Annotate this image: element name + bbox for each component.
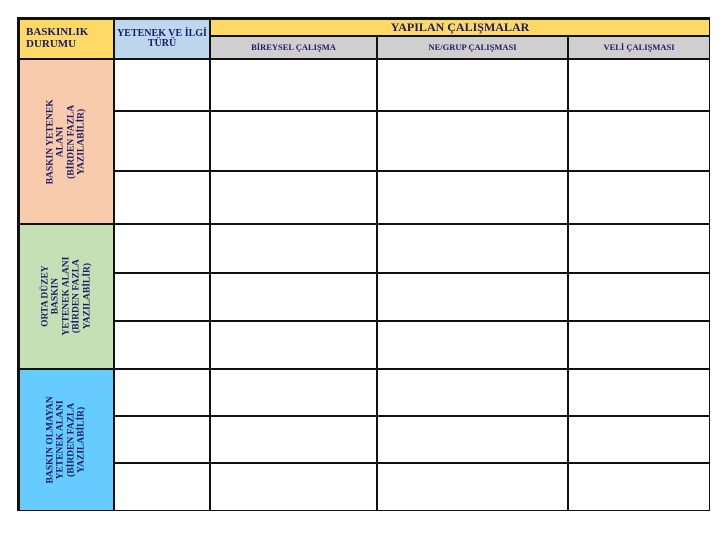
header-type-label: YETENEK VE İLGİ TÜRÜ — [117, 27, 207, 49]
header-group-cell — [210, 19, 710, 36]
row-label-non-dominant-text: BASKIN OLMAYAN YETENEK ALANI (BİRDEN FAZLA YAZILABİLİR) — [45, 396, 87, 484]
entry-cell[interactable] — [568, 321, 710, 369]
subheader-individual-label: BİREYSEL ÇALIŞMA — [251, 42, 336, 53]
entry-cell[interactable] — [377, 463, 568, 511]
entry-cell[interactable] — [377, 416, 568, 463]
entry-cell[interactable] — [114, 224, 210, 273]
entry-cell[interactable] — [114, 273, 210, 321]
entry-cell[interactable] — [114, 111, 210, 171]
row-label-dominant — [19, 59, 114, 224]
row-label-medium-text: ORTA DÜZEY BASKIN YETENEK ALANI (BİRDEN FAZLA YAZILABİLİR) — [40, 257, 93, 336]
entry-cell[interactable] — [568, 171, 710, 224]
entry-cell[interactable] — [377, 224, 568, 273]
row-label-non-dominant — [19, 369, 114, 511]
entry-cell[interactable] — [210, 224, 377, 273]
header-status-cell — [19, 19, 114, 59]
entry-cell[interactable] — [210, 321, 377, 369]
entry-cell[interactable] — [210, 463, 377, 511]
entry-cell[interactable] — [568, 59, 710, 111]
subheader-group-cell — [377, 36, 568, 59]
subheader-group-label: NE/GRUP ÇALIŞMASI — [428, 42, 517, 53]
header-group-label: YAPILAN ÇALIŞMALAR — [390, 20, 530, 35]
entry-cell[interactable] — [568, 416, 710, 463]
entry-cell[interactable] — [210, 273, 377, 321]
entry-cell[interactable] — [114, 369, 210, 416]
row-label-medium — [19, 224, 114, 369]
entry-cell[interactable] — [568, 111, 710, 171]
talent-planning-table — [17, 17, 710, 511]
row-label-dominant-text: BASKIN YETENEK ALANI (BİRDEN FAZLA YAZILABİLİR) — [45, 99, 87, 184]
header-type-cell — [114, 19, 210, 59]
entry-cell[interactable] — [377, 321, 568, 369]
entry-cell[interactable] — [568, 463, 710, 511]
header-status-label: BASKINLIK DURUMU — [26, 26, 89, 50]
subheader-parent-label: VELİ ÇALIŞMASI — [603, 42, 675, 53]
entry-cell[interactable] — [114, 171, 210, 224]
entry-cell[interactable] — [568, 369, 710, 416]
subheader-parent-cell — [568, 36, 710, 59]
entry-cell[interactable] — [114, 463, 210, 511]
entry-cell[interactable] — [377, 171, 568, 224]
entry-cell[interactable] — [377, 273, 568, 321]
entry-cell[interactable] — [568, 224, 710, 273]
entry-cell[interactable] — [210, 59, 377, 111]
entry-cell[interactable] — [377, 111, 568, 171]
entry-cell[interactable] — [114, 321, 210, 369]
subheader-individual-cell — [210, 36, 377, 59]
entry-cell[interactable] — [377, 369, 568, 416]
entry-cell[interactable] — [210, 369, 377, 416]
entry-cell[interactable] — [210, 416, 377, 463]
entry-cell[interactable] — [568, 273, 710, 321]
entry-cell[interactable] — [377, 59, 568, 111]
entry-cell[interactable] — [210, 171, 377, 224]
entry-cell[interactable] — [210, 111, 377, 171]
entry-cell[interactable] — [114, 416, 210, 463]
entry-cell[interactable] — [114, 59, 210, 111]
